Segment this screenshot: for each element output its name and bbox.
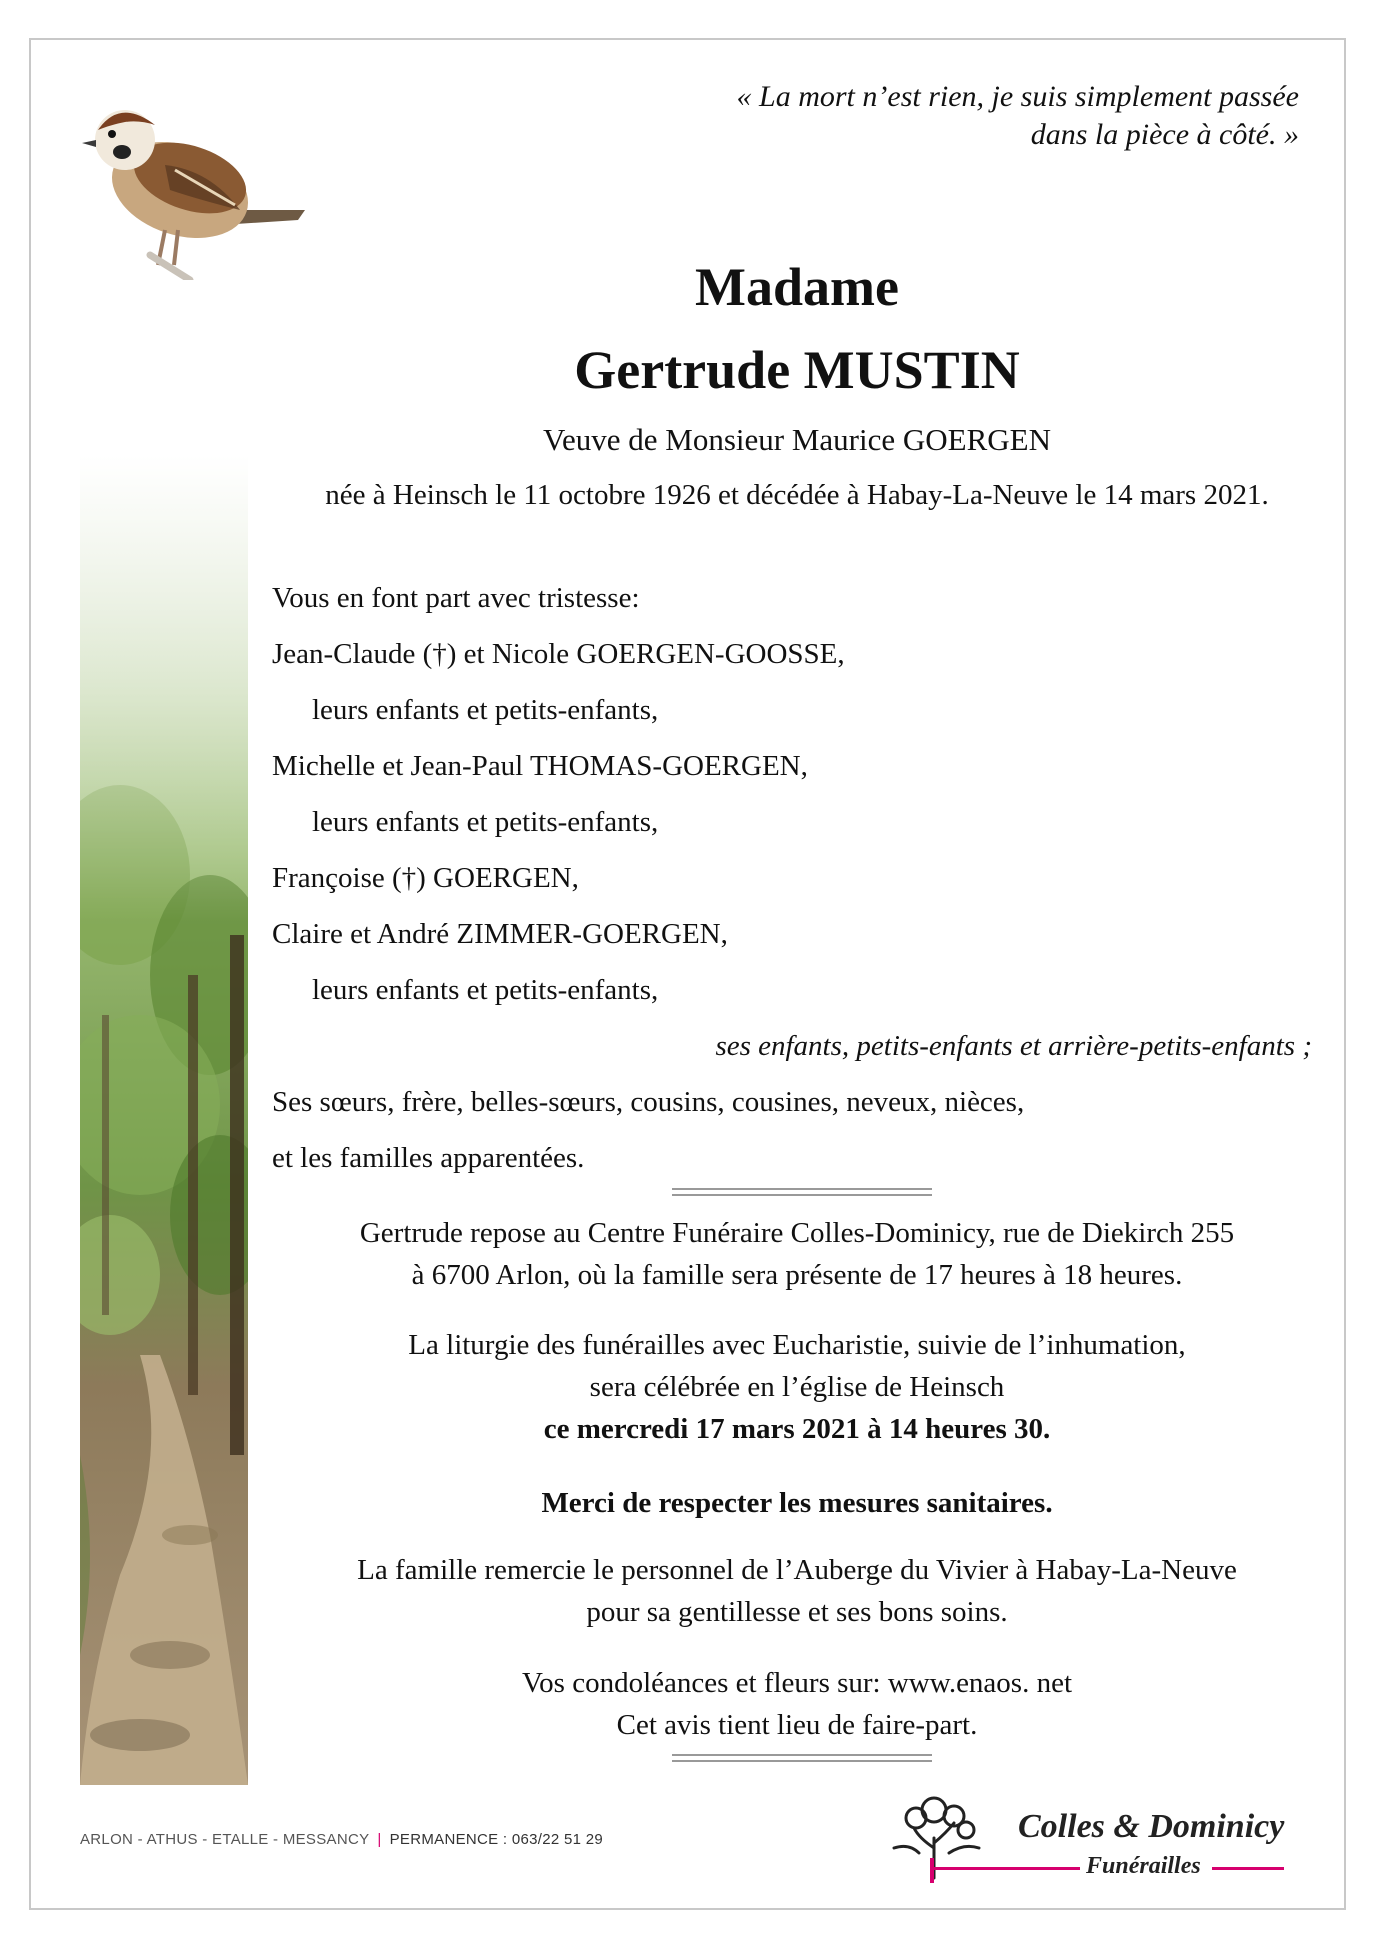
family-line: Claire et André ZIMMER-GOERGEN,: [272, 918, 728, 950]
family-line: Michelle et Jean-Paul THOMAS-GOERGEN,: [272, 750, 808, 782]
thanks-line-2: pour sa gentillesse et ses bons soins.: [586, 1596, 1008, 1628]
birth-death-line: née à Heinsch le 11 octobre 1926 et décédée à Habay-La-Neuve le 14 mars 2021.: [325, 479, 1269, 511]
family-line: leurs enfants et petits-enfants,: [312, 694, 659, 726]
widow-of-line: Veuve de Monsieur Maurice GOERGEN: [543, 422, 1051, 457]
locations-text: ARLON - ATHUS - ETALLE - MESSANCY: [80, 1831, 370, 1848]
family-line: Vous en font part avec tristesse:: [272, 582, 640, 614]
funeral-line-1: La liturgie des funérailles avec Eucharistie, suivie de l’inhumation,: [408, 1329, 1186, 1361]
footer-locations: [80, 1831, 603, 1848]
funeral-line-2: sera célébrée en l’église de Heinsch: [589, 1371, 1005, 1403]
permanence-phone: PERMANENCE : 063/22 51 29: [389, 1831, 604, 1848]
rest-line-2: à 6700 Arlon, où la famille sera présente de 17 heures à 18 heures.: [411, 1259, 1183, 1291]
family-line: et les familles apparentées.: [272, 1142, 585, 1174]
quote-line-2: dans la pièce à côté. »: [1030, 118, 1299, 151]
divider-bottom: [672, 1754, 932, 1762]
funeral-info: [272, 1324, 1322, 1450]
family-line: Ses sœurs, frère, belles-sœurs, cousins, cousines, neveux, nièces,: [272, 1086, 1025, 1118]
funeral-date: ce mercredi 17 mars 2021 à 14 heures 30.: [543, 1413, 1051, 1445]
brand-accent-line-right: [1212, 1867, 1284, 1870]
brand-name: Colles & Dominicy: [1018, 1808, 1285, 1845]
sparrow-illustration: [70, 70, 310, 280]
footer-separator: |: [377, 1831, 382, 1848]
rest-info: [272, 1212, 1322, 1296]
announcement-line: Cet avis tient lieu de faire-part.: [616, 1709, 978, 1741]
family-line: Françoise (†) GOERGEN,: [272, 862, 579, 894]
honorific-title: Madame: [695, 257, 899, 317]
deceased-name: Gertrude MUSTIN: [574, 340, 1020, 400]
family-list: [272, 578, 1312, 1194]
brand-accent-line-left: [930, 1867, 1080, 1870]
family-line: Jean-Claude (†) et Nicole GOERGEN-GOOSSE,: [272, 638, 845, 670]
sanitary-notice: Merci de respecter les mesures sanitaires.: [541, 1487, 1053, 1519]
divider-top: [672, 1188, 932, 1196]
family-line: leurs enfants et petits-enfants,: [312, 806, 659, 838]
thanks-line-1: La famille remercie le personnel de l’Auberge du Vivier à Habay-La-Neuve: [357, 1554, 1237, 1586]
epigraph-quote: [599, 78, 1299, 154]
forest-path-image: [80, 455, 248, 1785]
condolences-line: Vos condoléances et fleurs sur: www.enaos. net: [521, 1667, 1073, 1699]
quote-line-1: « La mort n’est rien, je suis simplement passée: [736, 80, 1299, 113]
family-line: leurs enfants et petits-enfants,: [312, 974, 659, 1006]
brand-subtitle: Funérailles: [1086, 1853, 1201, 1879]
closing-info: [272, 1662, 1322, 1746]
thanks-info: [272, 1549, 1322, 1633]
family-line: ses enfants, petits-enfants et arrière-petits-enfants ;: [715, 1030, 1312, 1062]
rest-line-1: Gertrude repose au Centre Funéraire Colles-Dominicy, rue de Diekirch 255: [359, 1217, 1235, 1249]
